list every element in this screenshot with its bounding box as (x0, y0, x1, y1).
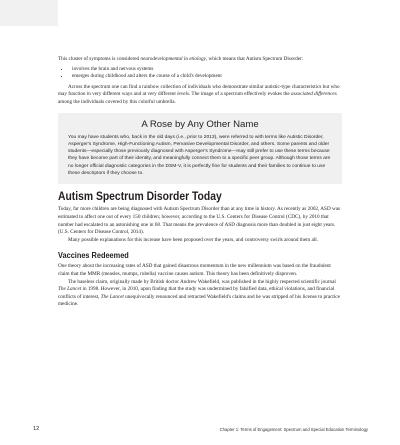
subsection-paragraph-1: One theory about the increasing rates of ASD that gained disastrous momentum in the new millennium was based on the fraudulent claim that the MMR (measles, mumps, rubella) vaccine causes autism. This theory has been definitively disproven. (58, 263, 331, 277)
section-paragraph-2: Many possible explanations for this increase have been proposed over the years, and controversy swirls around them all. (68, 236, 318, 243)
text-run: . The image of a spectrum effectively evokes the (188, 91, 291, 98)
text-run: in 1998. However, in 2010, upon finding that the study was undermined by falsified data, ethical violations, and financial conflicts of interest, (58, 286, 335, 300)
subsection-heading: Vaccines Redeemed (58, 251, 129, 261)
emphasis-neurodevelopmental: neurodevelopmental (140, 56, 183, 62)
text-run: among the individuals covered by this colorful umbrella. (58, 98, 176, 105)
emphasis-levels: levels (177, 91, 189, 98)
emphasis-associated-differences: associated differences (290, 91, 337, 98)
callout-box (58, 113, 342, 185)
text-run: Across the spectrum one can find a rainbow collection of individuals who demonstrate similar autistic-type characteristics but who may function in very different ways and at very different (58, 83, 340, 98)
text-run: , which means that Autism Spectrum Disorder: (205, 56, 304, 62)
page-content (58, 56, 342, 309)
header-tab-strip (0, 0, 58, 26)
subsection-paragraph-2 (58, 279, 342, 309)
intro-paragraph (58, 56, 342, 64)
section-heading: Autism Spectrum Disorder Today (58, 191, 222, 204)
list-item: • emerges during childhood and alters the course of a child's development (70, 73, 342, 81)
list-item: • involves the brain and nervous systems (70, 66, 342, 74)
callout-title: A Rose by Any Other Name (141, 118, 259, 130)
page-footer (0, 426, 400, 436)
callout-text: You may have students who, back in the old days (i.e., prior to 2013), were referred to with terms like Autistic Disorder, Asperger's Syndrome, High-Functioning Autism, Pervasive Developmental Disorder, and others. Some parents and older students—especially those previously diagnosed with Asperger's Syndrome—may still prefer to use these terms because they have become part of their identity, and meaningfully connect them to a specific peer group. Although those terms are no longer official diagnostic categories in the DSM-V, it is perfectly fine for students and their families to continue to use these descriptors if they choose to. (68, 134, 331, 177)
spectrum-paragraph (58, 84, 342, 107)
emphasis-etiology: etiology (189, 56, 206, 62)
text-run: This cluster of symptoms is considered (58, 56, 141, 62)
section-paragraph-1: Today, far more children are being diagnosed with Autism Spectrum Disorder than at any time in history. As recently as 2002, ASD was estimated to affect one out of every 150 children; however, according to the U.S. Centers for Disease Control (CDC), by 2010 that number had escalated to an astonishing one in 68. That means the prevalence of ASD diagnosis more than doubled in just eight years. (U.S. Centers for Disease Control, 2014). (58, 206, 341, 236)
running-footer-title: Chapter 1: Terms of Engagement: Spectrum and Special Education Terminology (219, 427, 368, 432)
text-run: The baseless claim, originally made by British doctor Andrew Wakefield, was published in the highly respected scientific journal (68, 278, 336, 285)
emphasis-the-lancet: The Lancet (100, 293, 124, 300)
text-run: unequivocally renounced and retracted Wakefield's claims and he was stripped of his license to practice medicine. (58, 293, 340, 308)
emphasis-the-lancet: The Lancet (58, 286, 82, 293)
page-number: 12 (33, 426, 40, 432)
bullet-list (58, 66, 342, 81)
text-run: in (182, 56, 190, 62)
